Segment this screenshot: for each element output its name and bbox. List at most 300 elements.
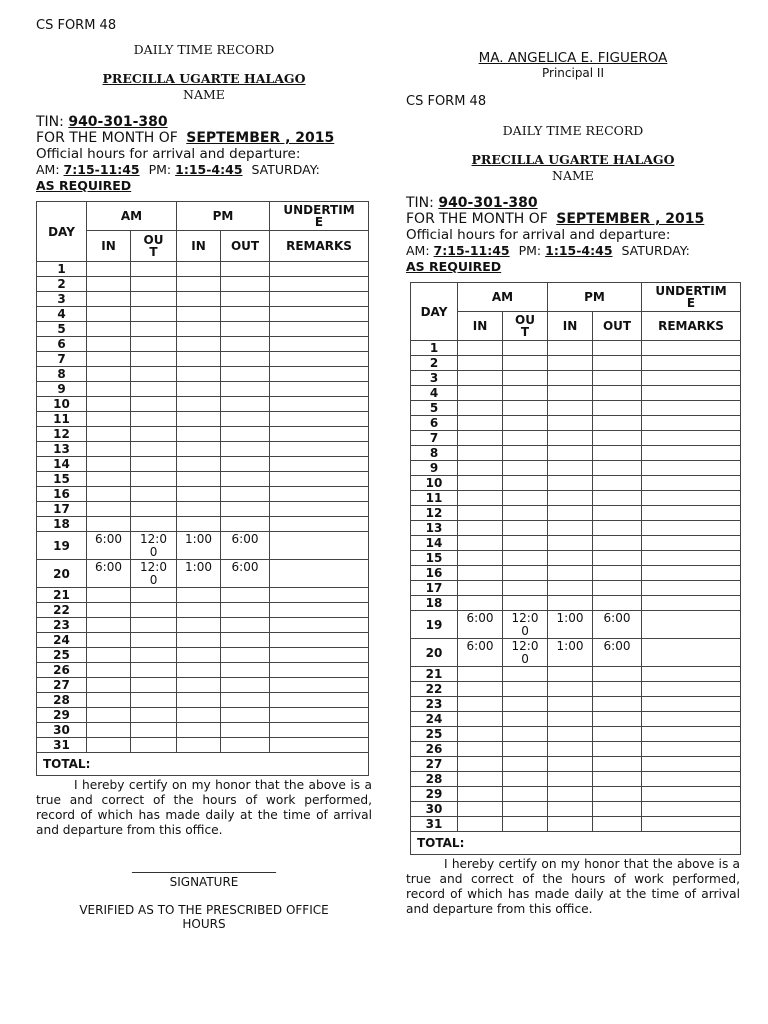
pm-header: PM [177,202,270,231]
cell-am-in [458,667,503,682]
cell-pm-in [177,442,221,457]
table-row [411,727,741,742]
cell-remarks [642,386,741,401]
day-number: 17 [37,502,87,517]
cell-am-in [458,431,503,446]
cell-am-in [458,416,503,431]
time-value: 12:0 0 [511,611,539,638]
table-row [411,566,741,581]
time-value: 12:0 0 [140,532,167,559]
cell-pm-out [593,802,642,817]
table-row [411,682,741,697]
name-label: NAME [183,87,225,102]
cell-am-in [458,551,503,566]
cell-am-out [131,693,177,708]
cell-pm-out [221,262,270,277]
month-label: FOR THE MONTH OF [36,130,178,146]
table-row [411,416,741,431]
time-value: 6:00 [231,532,259,546]
cell-am-in [458,341,503,356]
cell-pm-out [221,412,270,427]
cell-remarks [270,277,369,292]
cell-am-out [131,588,177,603]
cell-am-out [503,476,548,491]
cell-am-out [503,596,548,611]
form-code: CS FORM 48 [406,94,487,109]
cell-am-in [87,262,131,277]
dtr-body [37,262,369,753]
cell-am-out [131,337,177,352]
cell-pm-out [593,446,642,461]
cell-remarks [270,560,369,588]
cell-am-in [87,487,131,502]
tin-value: 940-301-380 [68,114,168,130]
cell-am-out [131,738,177,753]
table-row [411,581,741,596]
table-row [37,292,369,307]
cell-remarks [270,723,369,738]
tin-value: 940-301-380 [438,195,538,211]
table-row [37,397,369,412]
cell-remarks [642,551,741,566]
cell-remarks [642,697,741,712]
cell-am-out [503,817,548,832]
cell-pm-out [221,352,270,367]
day-number: 7 [411,431,458,446]
cell-am-out [503,401,548,416]
cell-pm-in [548,772,593,787]
table-row [37,517,369,532]
cell-am-in [458,787,503,802]
cell-remarks [642,506,741,521]
table-row [411,817,741,832]
table-row [411,371,741,386]
am-header: AM [458,283,548,312]
cell-am-in [458,356,503,371]
table-row [37,442,369,457]
cell-remarks [270,633,369,648]
table-row [37,678,369,693]
time-value: 6:00 [603,639,631,653]
form-title: DAILY TIME RECORD [502,123,644,138]
pm-hours: 1:15-4:45 [175,162,243,177]
table-row [37,603,369,618]
dtr-table [36,201,369,776]
table-row [37,663,369,678]
cell-am-in [458,386,503,401]
cell-remarks [642,596,741,611]
cell-remarks [270,532,369,560]
principal-name: MA. ANGELICA E. FIGUEROA [478,50,668,66]
cell-am-in [458,536,503,551]
cell-am-out [131,633,177,648]
cell-pm-in [177,560,221,588]
cell-pm-out [593,566,642,581]
day-number: 18 [411,596,458,611]
cell-am-in [87,708,131,723]
cell-remarks [270,517,369,532]
cell-pm-out [593,506,642,521]
certification-text: I hereby certify on my honor that the above is a true and correct of the hours of work performed, record of which has made daily at the time of arrival and departure from this office. [406,857,740,916]
day-number: 9 [411,461,458,476]
cell-remarks [642,682,741,697]
cell-remarks [642,817,741,832]
cell-am-out [131,277,177,292]
cell-remarks [270,618,369,633]
day-header: DAY [411,283,458,341]
pm-label: PM: [148,162,172,177]
cell-pm-out [221,472,270,487]
cell-am-in [458,712,503,727]
cell-am-out [503,386,548,401]
cell-am-in [87,603,131,618]
cell-pm-in [548,551,593,566]
cell-pm-in [548,667,593,682]
table-row [37,588,369,603]
time-value: 6:00 [95,560,122,574]
cell-remarks [270,487,369,502]
cell-am-out [131,292,177,307]
cell-pm-out [221,277,270,292]
day-number: 11 [411,491,458,506]
cell-remarks [270,457,369,472]
cell-pm-in [177,397,221,412]
cell-remarks [270,738,369,753]
cell-remarks [642,371,741,386]
cell-remarks [270,322,369,337]
cell-pm-in [548,757,593,772]
cell-remarks [270,262,369,277]
cell-pm-in [548,371,593,386]
month-label: FOR THE MONTH OF [406,211,548,227]
day-number: 22 [37,603,87,618]
cell-am-in [458,506,503,521]
cell-am-out [503,611,548,639]
day-number: 19 [411,611,458,639]
cell-am-in [458,446,503,461]
cell-pm-out [221,382,270,397]
cell-am-out [131,532,177,560]
table-row [411,596,741,611]
cell-pm-out [221,532,270,560]
cell-am-out [131,603,177,618]
cell-am-out [503,697,548,712]
cell-pm-out [221,648,270,663]
cell-am-in [458,371,503,386]
cell-remarks [270,648,369,663]
cell-am-out [131,723,177,738]
day-number: 12 [37,427,87,442]
cell-pm-out [593,697,642,712]
principal-title: Principal II [541,66,605,80]
cell-remarks [270,502,369,517]
name-label: NAME [552,168,594,183]
verified-label: VERIFIED AS TO THE PRESCRIBED OFFICE HOURS [79,903,329,931]
undertime-header: UNDERTIM E [642,283,741,312]
cell-remarks [270,708,369,723]
day-number: 13 [411,521,458,536]
cell-remarks [642,521,741,536]
day-number: 6 [37,337,87,352]
cell-am-out [503,757,548,772]
table-row [37,560,369,588]
cell-am-out [503,446,548,461]
dtr-body [411,341,741,832]
cell-pm-in [548,697,593,712]
cell-pm-out [593,817,642,832]
cell-pm-in [177,307,221,322]
cell-am-out [131,412,177,427]
saturday-value: AS REQUIRED [36,178,132,193]
cell-remarks [270,678,369,693]
cell-remarks [642,446,741,461]
cell-am-out [131,708,177,723]
cell-am-out [503,431,548,446]
cell-pm-in [177,633,221,648]
cell-am-in [87,352,131,367]
hours-line [406,243,740,259]
cell-am-in [87,382,131,397]
cell-am-in [87,738,131,753]
cell-am-in [458,401,503,416]
cell-am-out [503,536,548,551]
cell-pm-in [177,708,221,723]
cell-pm-in [548,491,593,506]
table-row [37,427,369,442]
cell-remarks [270,352,369,367]
saturday-label: SATURDAY: [621,243,690,258]
cell-pm-out [221,588,270,603]
time-value: 1:00 [185,560,212,574]
cell-remarks [270,412,369,427]
saturday-label: SATURDAY: [251,162,320,177]
day-number: 4 [37,307,87,322]
cell-am-in [87,618,131,633]
cell-remarks [270,472,369,487]
cell-am-in [87,367,131,382]
signature-label: SIGNATURE [169,875,239,889]
cell-remarks [642,476,741,491]
day-number: 3 [411,371,458,386]
cell-pm-in [548,712,593,727]
cell-pm-in [177,502,221,517]
time-value: 6:00 [466,639,494,653]
cell-pm-out [221,708,270,723]
cell-pm-out [221,560,270,588]
day-number: 26 [411,742,458,757]
day-number: 26 [37,663,87,678]
cell-am-in [458,491,503,506]
day-number: 28 [37,693,87,708]
cell-pm-out [593,667,642,682]
cell-am-in [458,682,503,697]
cell-pm-in [548,506,593,521]
day-number: 31 [37,738,87,753]
cell-pm-out [593,611,642,639]
cell-pm-in [177,648,221,663]
pm-out-header: OUT [593,312,642,341]
table-row [37,352,369,367]
cell-pm-in [177,427,221,442]
tin-line [406,195,740,211]
cell-pm-in [548,431,593,446]
table-row [37,382,369,397]
cell-am-out [503,682,548,697]
table-row [37,502,369,517]
cell-am-in [87,397,131,412]
cell-am-out [131,382,177,397]
day-number: 2 [411,356,458,371]
time-value: 1:00 [556,611,584,625]
cell-am-in [458,697,503,712]
cell-am-in [458,757,503,772]
cell-remarks [642,401,741,416]
day-number: 23 [37,618,87,633]
cell-remarks [642,727,741,742]
day-number: 1 [411,341,458,356]
employee-name: PRECILLA UGARTE HALAGO [102,71,306,86]
am-out-header: OU T [503,312,548,341]
day-number: 29 [37,708,87,723]
table-row [411,536,741,551]
cell-pm-out [221,292,270,307]
table-row [37,693,369,708]
cell-pm-out [221,307,270,322]
day-number: 19 [37,532,87,560]
cell-remarks [642,581,741,596]
cell-am-in [87,532,131,560]
cell-am-in [87,457,131,472]
cell-pm-in [548,682,593,697]
cell-pm-in [177,487,221,502]
day-number: 12 [411,506,458,521]
cell-am-out [503,341,548,356]
table-row [411,712,741,727]
table-row [37,633,369,648]
table-row [411,757,741,772]
month-value: SEPTEMBER , 2015 [556,211,705,227]
cell-pm-out [221,517,270,532]
cell-remarks [642,566,741,581]
cell-pm-in [548,802,593,817]
cell-pm-out [221,678,270,693]
cell-am-out [131,307,177,322]
am-hours: 7:15-11:45 [63,162,140,177]
table-row [411,401,741,416]
cell-am-in [458,461,503,476]
table-row [37,708,369,723]
cell-pm-in [177,262,221,277]
cell-pm-out [593,431,642,446]
day-number: 16 [37,487,87,502]
cell-am-in [87,588,131,603]
pm-in-header: IN [177,231,221,262]
cell-am-out [131,502,177,517]
cell-am-in [458,817,503,832]
cell-am-in [87,693,131,708]
certification-text: I hereby certify on my honor that the above is a true and correct of the hours of work performed, record of which has made daily at the time of arrival and departure from this office. [36,778,372,837]
cell-pm-out [593,386,642,401]
cell-am-in [87,517,131,532]
cell-pm-out [221,723,270,738]
table-row [37,648,369,663]
am-in-header: IN [87,231,131,262]
cell-pm-out [593,416,642,431]
principal-block [406,50,740,80]
cell-am-out [503,787,548,802]
cell-am-in [87,442,131,457]
day-number: 22 [411,682,458,697]
dtr-form-left [36,18,372,931]
cell-pm-out [593,401,642,416]
cell-remarks [642,772,741,787]
day-number: 3 [37,292,87,307]
cell-am-in [87,648,131,663]
am-label: AM: [406,243,430,258]
day-number: 8 [411,446,458,461]
table-row [37,723,369,738]
cell-am-in [458,727,503,742]
cell-pm-in [548,416,593,431]
table-row [411,446,741,461]
cell-am-in [458,476,503,491]
cell-pm-out [221,427,270,442]
cell-am-out [503,356,548,371]
cell-am-in [87,322,131,337]
day-number: 2 [37,277,87,292]
cell-pm-in [177,693,221,708]
cell-pm-in [548,639,593,667]
cell-am-in [458,611,503,639]
cell-remarks [642,341,741,356]
cell-pm-in [177,337,221,352]
cell-pm-out [593,596,642,611]
day-number: 4 [411,386,458,401]
table-row [411,386,741,401]
table-row [411,476,741,491]
day-number: 23 [411,697,458,712]
day-number: 8 [37,367,87,382]
cell-pm-out [593,461,642,476]
cell-pm-out [593,772,642,787]
table-row [411,697,741,712]
table-row [37,532,369,560]
cell-pm-in [177,588,221,603]
cell-remarks [270,588,369,603]
table-row [37,618,369,633]
cell-pm-out [593,757,642,772]
cell-am-in [87,412,131,427]
cell-remarks [270,693,369,708]
cell-am-out [503,742,548,757]
cell-am-in [87,663,131,678]
am-in-header: IN [458,312,503,341]
cell-am-in [458,639,503,667]
day-number: 20 [37,560,87,588]
cell-pm-out [221,337,270,352]
cell-pm-in [548,446,593,461]
day-number: 13 [37,442,87,457]
cell-pm-out [221,663,270,678]
day-number: 5 [411,401,458,416]
day-number: 9 [37,382,87,397]
day-number: 20 [411,639,458,667]
pm-out-header: OUT [221,231,270,262]
day-number: 21 [411,667,458,682]
cell-pm-in [548,787,593,802]
cell-am-out [503,416,548,431]
cell-pm-in [177,457,221,472]
